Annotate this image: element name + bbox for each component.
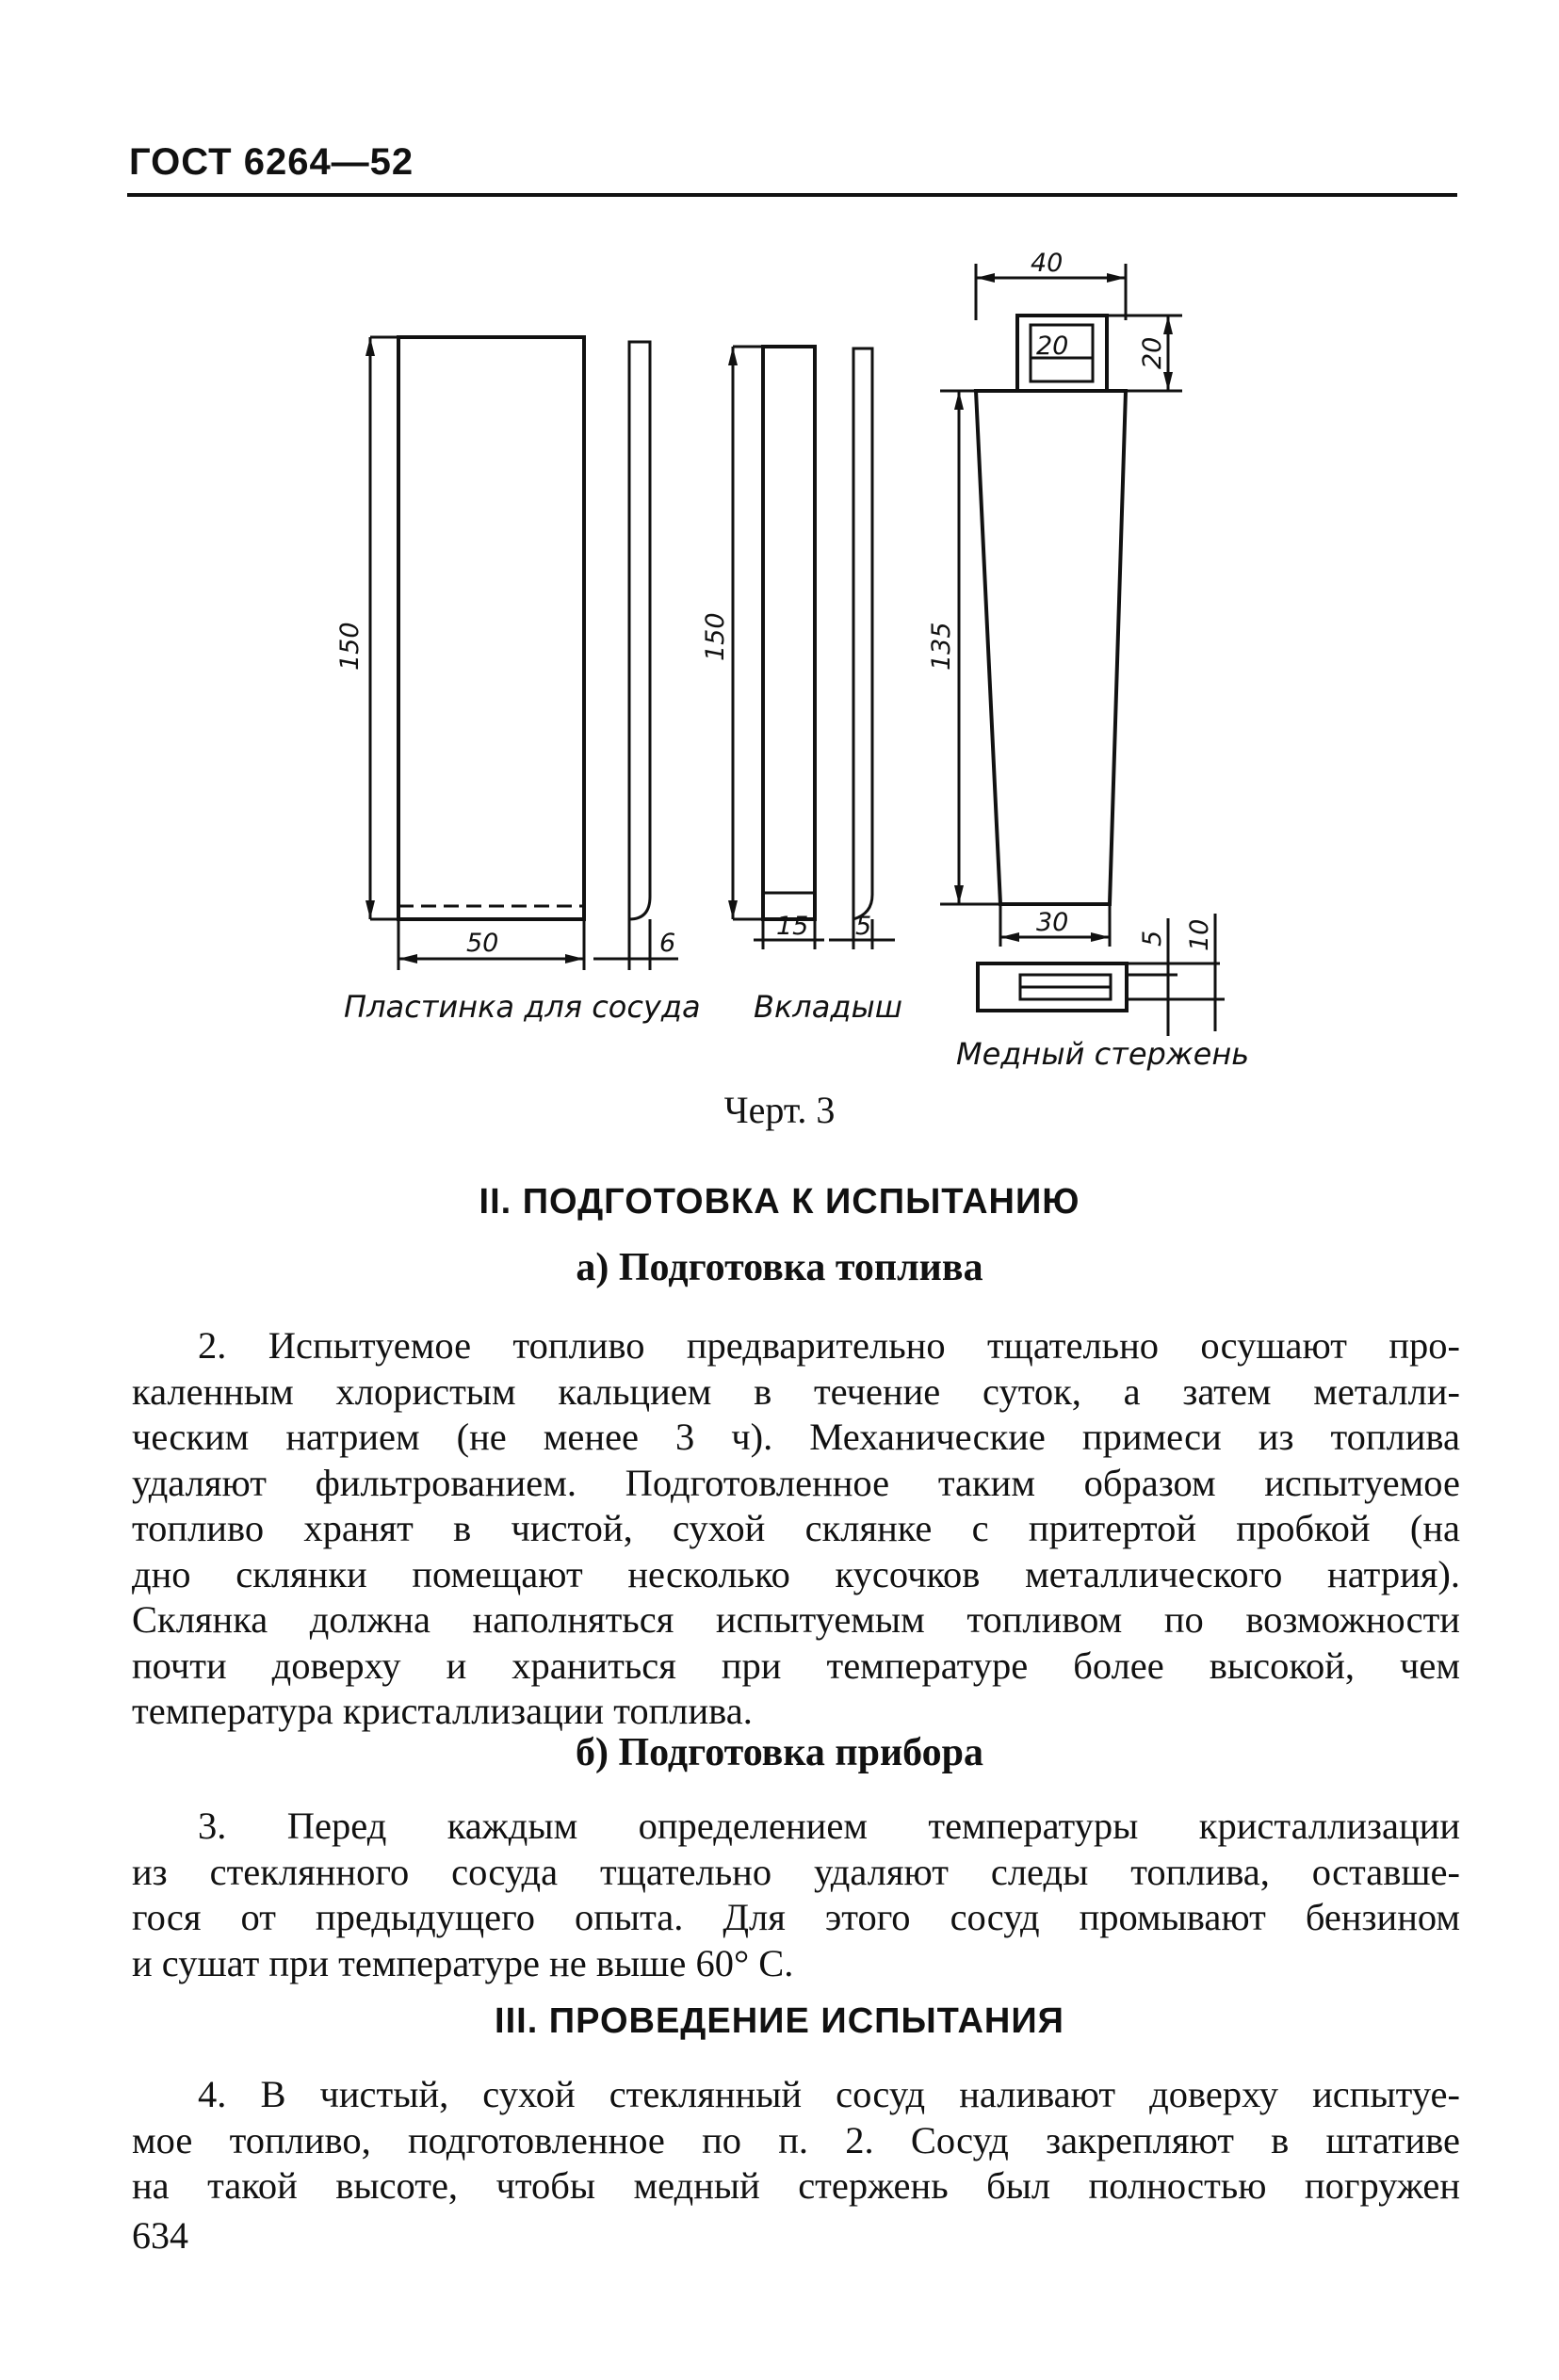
document-header: ГОСТ 6264—52 [129, 141, 414, 183]
dim-plate-width: 50 [466, 929, 499, 958]
paragraph-line: гося от предыдущего опыта. Для этого сосуд промывают бензином [132, 1896, 1460, 1938]
paragraph-line: топливо хранят в чистой, сухой склянке с притертой пробкой (на [132, 1507, 1460, 1549]
page-number: 634 [132, 2214, 188, 2257]
dim-rod-bottom-width: 30 [1036, 908, 1069, 937]
label-rod: Медный стержень [956, 1036, 1250, 1072]
dim-rod-height: 135 [927, 622, 956, 671]
plate-drawing [370, 337, 678, 970]
dim-insert-width: 15 [776, 912, 809, 941]
rod-drawing [940, 264, 1225, 1036]
paragraph-4 [132, 2072, 1460, 2210]
paragraph-line: и сушат при температуре не выше 60° С. [132, 1941, 794, 1984]
paragraph-line: из стеклянного сосуда тщательно удаляют следы топлива, оставше- [132, 1850, 1460, 1893]
subsection-title-fuel: а) Подготовка топлива [576, 1246, 983, 1289]
label-insert: Вкладыш [754, 989, 903, 1025]
label-plate: Пластинка для сосуда [344, 989, 701, 1025]
dim-rod-top-width: 40 [1031, 249, 1064, 278]
insert-drawing [733, 347, 895, 949]
paragraph-line: ческим натрием (не менее 3 ч). Механические примеси из топлива [132, 1416, 1460, 1458]
paragraph-line: температура кристаллизации топлива. [132, 1690, 753, 1732]
dim-rod-section-10: 10 [1185, 918, 1214, 951]
dim-rod-section-5: 5 [1138, 930, 1167, 947]
paragraph-line: Склянка должна наполняться испытуемым топливом по возможности [132, 1598, 1460, 1641]
dim-rod-head-height: 20 [1138, 336, 1167, 369]
subsection-title-device: б) Подготовка прибора [575, 1731, 983, 1774]
section-title-preparation: II. ПОДГОТОВКА К ИСПЫТАНИЮ [479, 1182, 1080, 1222]
paragraph-2 [132, 1323, 1460, 1735]
paragraph-line: удаляют фильтрованием. Подготовленное таким образом испытуемое [132, 1461, 1460, 1504]
figure-caption: Черт. 3 [723, 1089, 836, 1131]
dim-plate-height: 150 [335, 622, 365, 671]
paragraph-line: 2. Испытуемое топливо предварительно тщательно осушают про- [198, 1324, 1460, 1367]
paragraph-3 [132, 1804, 1460, 1986]
dim-plate-thickness: 6 [659, 929, 676, 958]
paragraph-line: каленным хлористым кальцием в течение суток, а затем металли- [132, 1369, 1460, 1413]
paragraph-line: 4. В чистый, сухой стеклянный сосуд наливают доверху испытуе- [198, 2073, 1460, 2115]
dim-rod-head-width: 20 [1036, 332, 1069, 361]
paragraph-line: мое топливо, подготовленное по п. 2. Сосуд закрепляют в штативе [132, 2118, 1460, 2161]
dim-insert-height: 150 [701, 612, 730, 661]
paragraph-line: дно склянки помещают несколько кусочков металлического натрия). [132, 1552, 1460, 1595]
paragraph-line: на такой высоте, чтобы медный стержень был полностью погружен [132, 2164, 1460, 2207]
dim-insert-thickness: 5 [855, 912, 872, 941]
section-title-testing: III. ПРОВЕДЕНИЕ ИСПЫТАНИЯ [495, 2001, 1064, 2041]
paragraph-line: почти доверху и храниться при температуре более высокой, чем [132, 1643, 1460, 1687]
technical-drawing [0, 0, 1559, 1083]
paragraph-line: 3. Перед каждым определением температуры кристаллизации [198, 1805, 1460, 1847]
dimension-arrows [365, 273, 1173, 963]
